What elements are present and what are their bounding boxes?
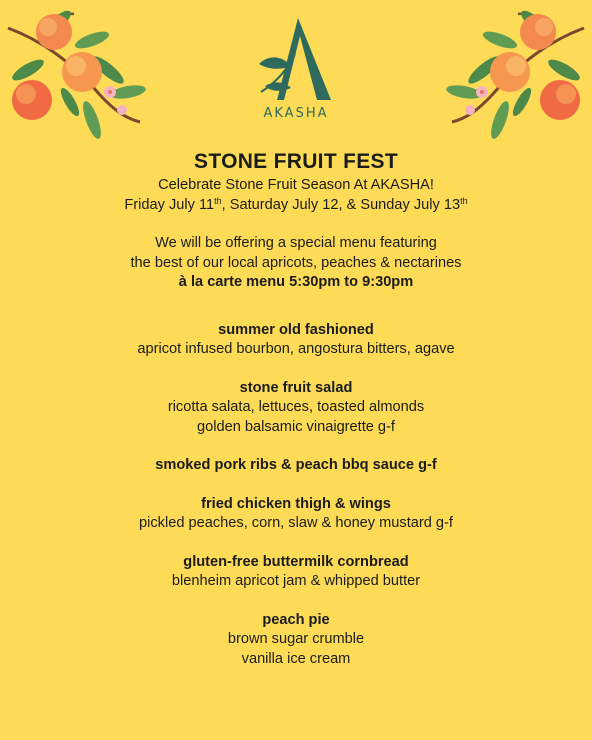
menu-item-name: peach pie	[262, 611, 330, 628]
menu-item-name: summer old fashioned	[218, 321, 374, 338]
menu-item-name: gluten-free buttermilk cornbread	[183, 553, 409, 570]
spacer	[0, 534, 592, 553]
spacer	[0, 592, 592, 611]
intro-line-2: the best of our local apricots, peaches & nectarines	[130, 254, 462, 271]
menu-item-desc: vanilla ice cream	[241, 650, 351, 667]
page-title: STONE FRUIT FEST	[194, 150, 398, 173]
akasha-logo-icon	[251, 14, 341, 106]
spacer	[0, 360, 592, 379]
date-sat-sun: , Saturday July 12, & Sunday July 13	[221, 196, 461, 213]
brand-name: AKASHA	[263, 106, 329, 121]
menu-item-desc: apricot infused bourbon, angostura bitters, agave	[137, 341, 455, 357]
menu-item-desc: blenheim apricot jam & whipped butter	[171, 573, 421, 589]
spacer	[0, 215, 592, 234]
menu-item-name: smoked pork ribs & peach bbq sauce g-f	[155, 457, 437, 473]
hours-line: à la carte menu 5:30pm to 9:30pm	[178, 274, 414, 290]
spacer	[0, 293, 592, 321]
date-friday-suffix: th	[214, 195, 222, 206]
brand-logo	[226, 14, 366, 121]
menu-item-name: stone fruit salad	[239, 379, 353, 396]
menu-item-name: fried chicken thigh & wings	[201, 495, 391, 512]
peach-branch-left-icon	[0, 0, 150, 150]
dates-line	[0, 196, 592, 216]
date-friday: Friday July 11	[124, 196, 215, 213]
intro-line-1: We will be offering a special menu featuring	[155, 235, 437, 251]
celebrate-line: Celebrate Stone Fruit Season At AKASHA!	[158, 177, 434, 193]
menu-item-desc: pickled peaches, corn, slaw & honey mustard g-f	[139, 515, 453, 531]
menu-content	[0, 148, 592, 669]
date-sunday-suffix: th	[460, 195, 468, 206]
menu-item-desc: ricotta salata, lettuces, toasted almonds	[167, 399, 425, 415]
menu-item-desc: golden balsamic vinaigrette g-f	[197, 418, 395, 435]
spacer	[0, 437, 592, 456]
peach-branch-right-icon	[442, 0, 592, 150]
menu-item-desc: brown sugar crumble	[227, 631, 365, 647]
spacer	[0, 476, 592, 495]
